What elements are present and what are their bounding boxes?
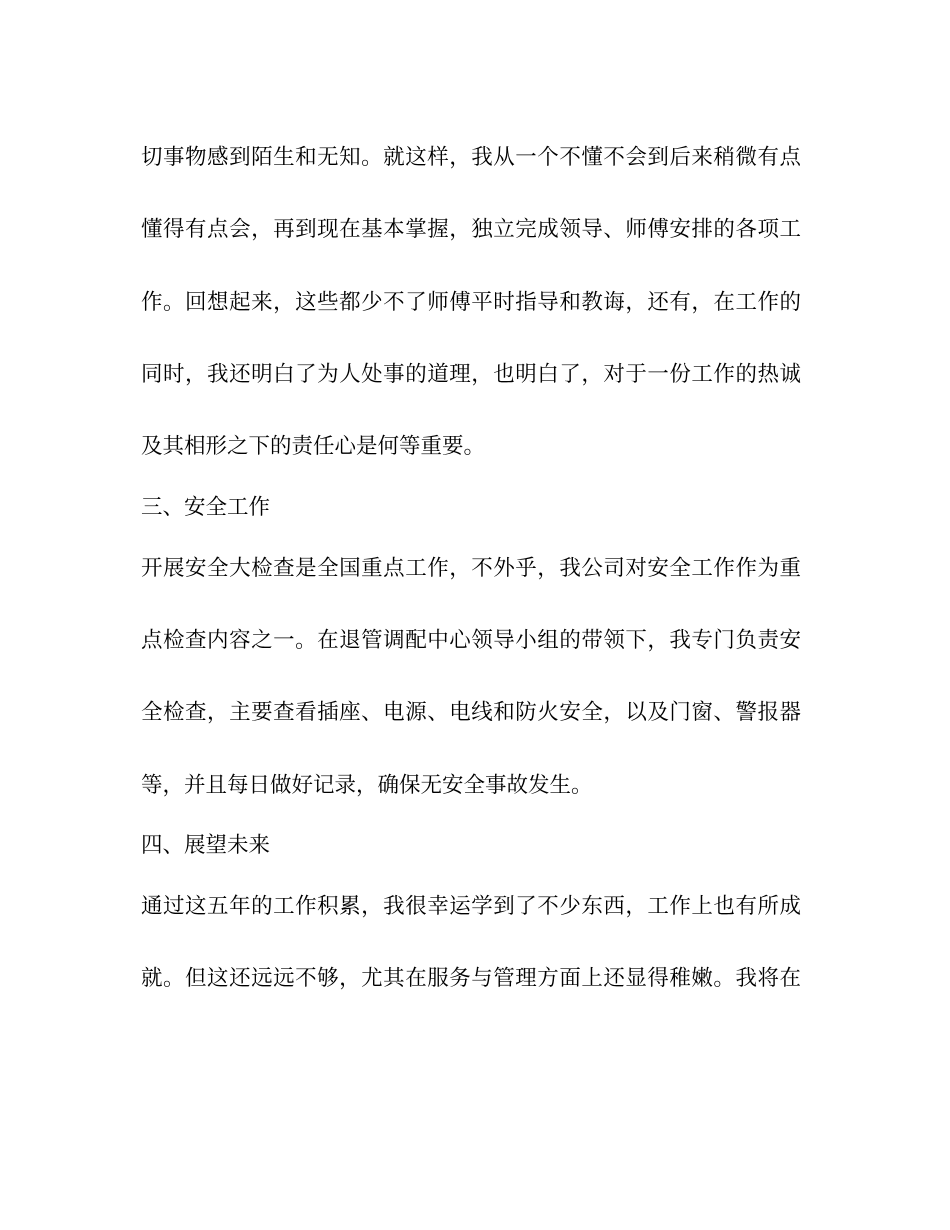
paragraph-1-line-4: 同时，我还明白了为人处事的道理，也明白了，对于一份工作的热诚 (141, 362, 801, 387)
section-heading-safety: 三、安全工作 (141, 495, 271, 520)
paragraph-3-line-1: 通过这五年的工作积累，我很幸运学到了不少东西，工作上也有所成 (141, 894, 801, 919)
paragraph-1-line-3: 作。回想起来，这些都少不了师傅平时指导和教诲，还有，在工作的 (141, 290, 801, 315)
paragraph-1-line-5: 及其相形之下的责任心是何等重要。 (141, 434, 486, 459)
section-heading-outlook: 四、展望未来 (141, 833, 271, 858)
paragraph-1-line-2: 懂得有点会，再到现在基本掌握，独立完成领导、师傅安排的各项工 (141, 217, 801, 242)
paragraph-2-line-1: 开展安全大检查是全国重点工作，不外乎，我公司对安全工作作为重 (141, 556, 801, 581)
paragraph-1-line-1: 切事物感到陌生和无知。就这样，我从一个不懂不会到后来稍微有点 (141, 145, 801, 170)
paragraph-2-line-3: 全检查，主要查看插座、电源、电线和防火安全，以及门窗、警报器 (141, 700, 801, 725)
paragraph-2-line-4: 等，并且每日做好记录，确保无安全事故发生。 (141, 773, 593, 798)
paragraph-3-line-2: 就。但这还远远不够，尤其在服务与管理方面上还显得稚嫩。我将在 (141, 966, 801, 991)
paragraph-2-line-2: 点检查内容之一。在退管调配中心领导小组的带领下，我专门负责安 (141, 628, 801, 653)
